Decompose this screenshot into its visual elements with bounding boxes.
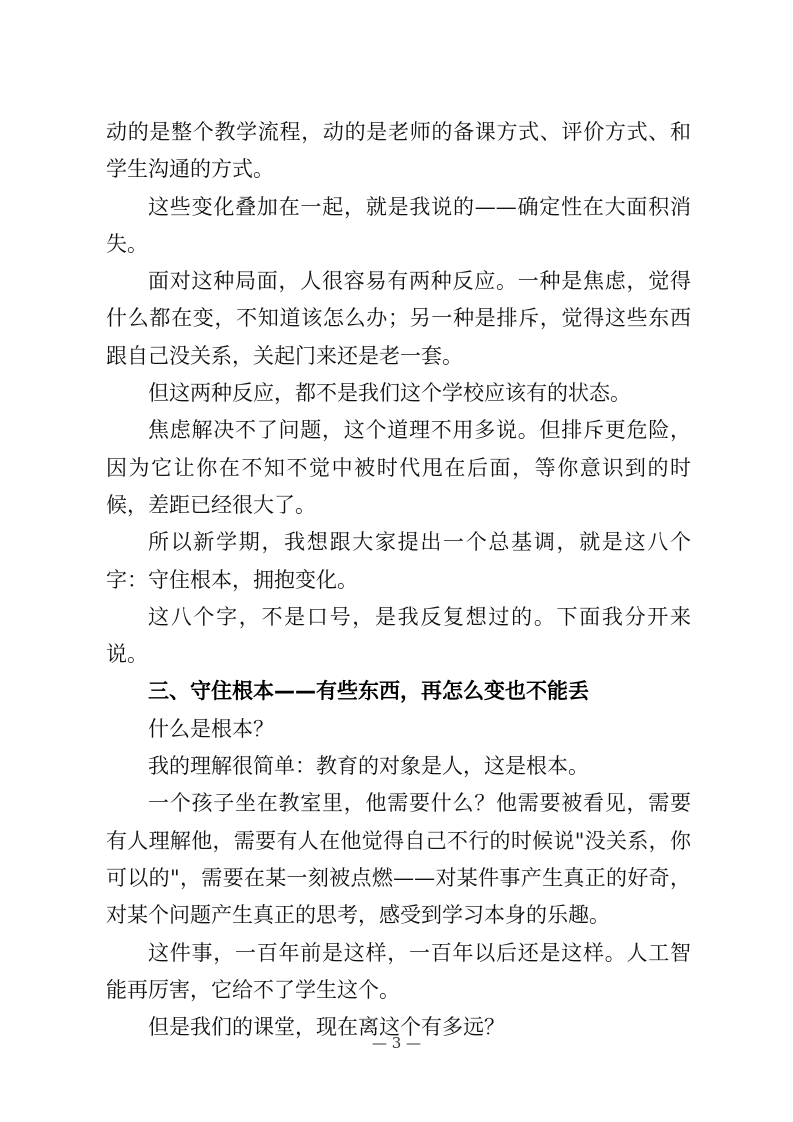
document-body (106, 114, 691, 1046)
paragraph: 所以新学期，我想跟大家提出一个总基调，就是这八个字：守住根本，拥抱变化。 (106, 530, 691, 592)
paragraph: 这件事，一百年前是这样，一百年以后还是这样。人工智能再厉害，它给不了学生这个。 (106, 940, 691, 1002)
paragraph: 这八个字，不是口号，是我反复想过的。下面我分开来说。 (106, 604, 691, 667)
paragraph: 什么是根本？ (148, 716, 274, 741)
section-heading: 三、守住根本——有些东西，再怎么变也不能丢 (148, 679, 589, 704)
paragraph: 但是我们的课堂，现在离这个有多远？ (148, 1015, 505, 1040)
paragraph-continuation: 动的是整个教学流程，动的是老师的备课方式、评价方式、和学生沟通的方式。 (106, 120, 691, 182)
paragraph: 这些变化叠加在一起，就是我说的——确定性在大面积消失。 (106, 194, 691, 256)
paragraph: 焦虑解决不了问题，这个道理不用多说。但排斥更危险，因为它让你在不知不觉中被时代甩在后面，等你意识到的时候，差距已经很大了。 (106, 418, 691, 517)
paragraph: 但这两种反应，都不是我们这个学校应该有的状态。 (148, 381, 631, 406)
paragraph: 一个孩子坐在教室里，他需要什么？他需要被看见，需要有人理解他，需要有人在他觉得自己不行的时候说"没关系，你可以的"，需要在某一刻被点燃——对某件事产生真正的好奇，对某个问题产生真正的思考，感受到学习本身的乐趣。 (106, 791, 691, 928)
paragraph: 面对这种局面，人很容易有两种反应。一种是焦虑，觉得什么都在变，不知道该怎么办；另一种是排斥，觉得这些东西跟自己没关系，关起门来还是老一套。 (106, 269, 691, 368)
page-number: — 3 — (371, 1034, 422, 1052)
paragraph: 我的理解很简单：教育的对象是人，这是根本。 (148, 754, 589, 779)
